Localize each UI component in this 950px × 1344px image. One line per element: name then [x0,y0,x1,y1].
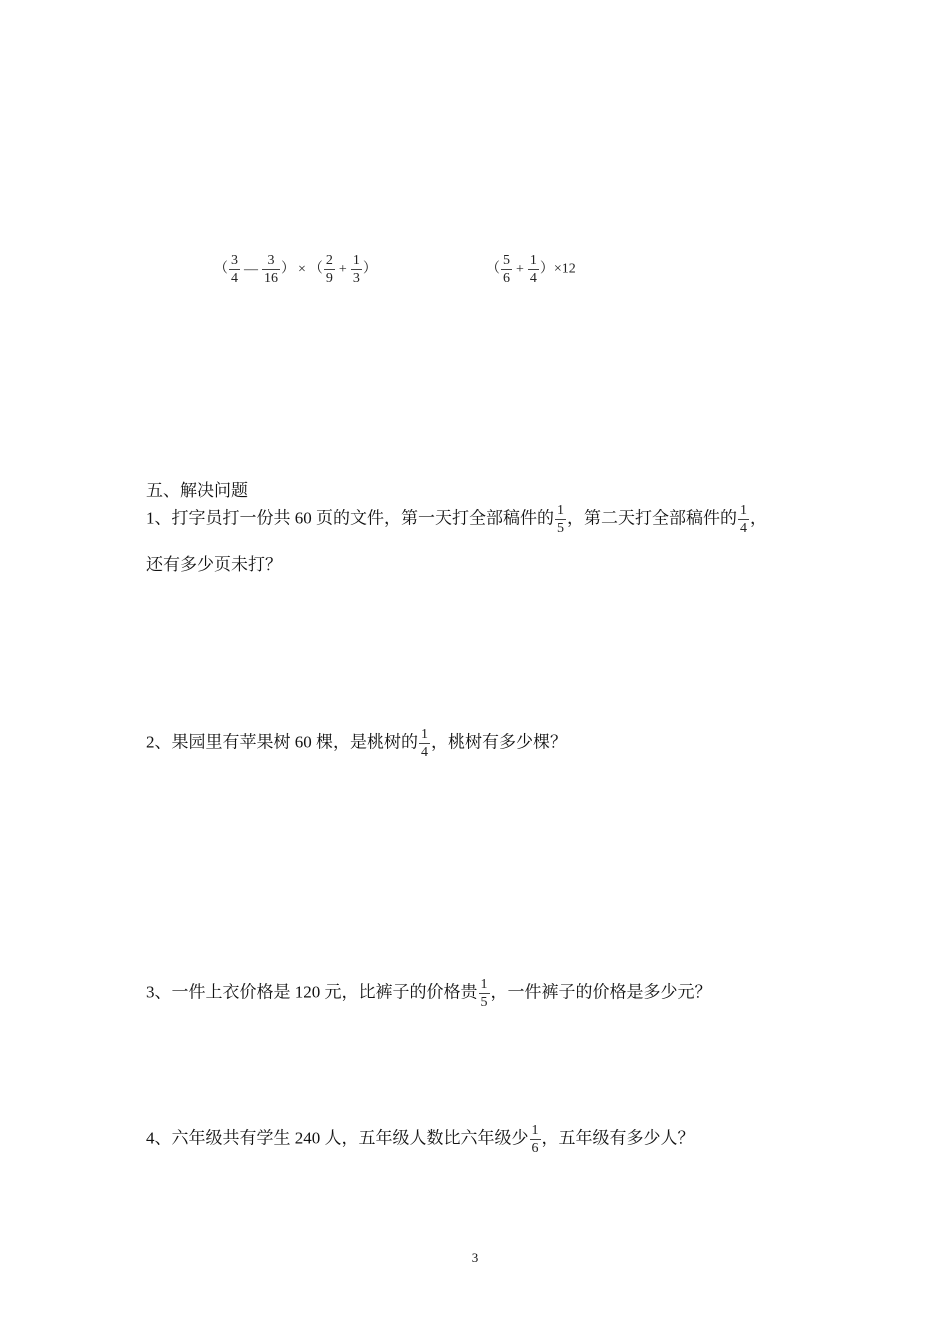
problem-4-text-a: 4、六年级共有学生 240 人，五年级人数比六年级少 [146,1128,529,1148]
expression-2 [486,252,576,287]
times-twelve: ×12 [553,261,576,277]
paren-open: （ [486,261,500,277]
problem-1-text-b: ，第二天打全部稿件的 [567,508,737,528]
fraction-1-4: $\frac{1}{4}$ [421,727,428,760]
fraction-3-4: $\frac{3}{4}$ [231,253,238,286]
problem-2-text-a: 2、果园里有苹果树 60 棵，是桃树的 [146,732,418,752]
problem-2-text-b: ，桃树有多少棵？ [431,732,567,752]
paren-close: ） [281,261,295,277]
problem-1-text-a: 1、打字员打一份共 60 页的文件，第一天打全部稿件的 [146,508,554,528]
fraction-1-4: $\frac{1}{4}$ [740,503,747,536]
paren-close: ） [539,261,554,277]
page-number: 3 [471,1250,479,1265]
section-title: 五、解决问题 [146,481,248,500]
plus-sign: + [338,261,347,277]
problem-1-line-2: 还有多少页未打？ [146,555,282,574]
problem-3-text-a: 3、一件上衣价格是 120 元，比裤子的价格贵 [146,982,478,1002]
fraction-1-4: $\frac{1}{4}$ [529,253,537,286]
expression-1 [214,252,377,287]
paren-open: （ [308,261,323,277]
problem-1 [146,502,767,537]
problem-4-text-b: ，五年级有多少人？ [541,1128,695,1148]
problem-2 [146,726,567,761]
minus-sign: — [244,261,258,277]
fraction-1-5: $\frac{1}{5}$ [557,503,564,536]
problem-3-text-b: ，一件裤子的价格是多少元？ [490,982,712,1002]
fraction-1-6: $\frac{1}{6}$ [531,1123,539,1156]
plus-sign: + [516,261,524,277]
fraction-5-6: $\frac{5}{6}$ [503,253,510,286]
problem-4 [146,1122,695,1157]
fraction-2-9: $\frac{2}{9}$ [325,253,333,286]
times-sign: × [298,261,306,277]
problem-3 [146,976,712,1011]
paren-open: （ [214,261,228,277]
paren-close: ） [362,261,377,277]
fraction-3-16: $\frac{3}{16}$ [264,253,278,286]
problem-1-text-c: ， [750,508,767,528]
fraction-1-3: $\frac{1}{3}$ [352,253,360,286]
fraction-1-5: $\frac{1}{5}$ [480,977,488,1010]
